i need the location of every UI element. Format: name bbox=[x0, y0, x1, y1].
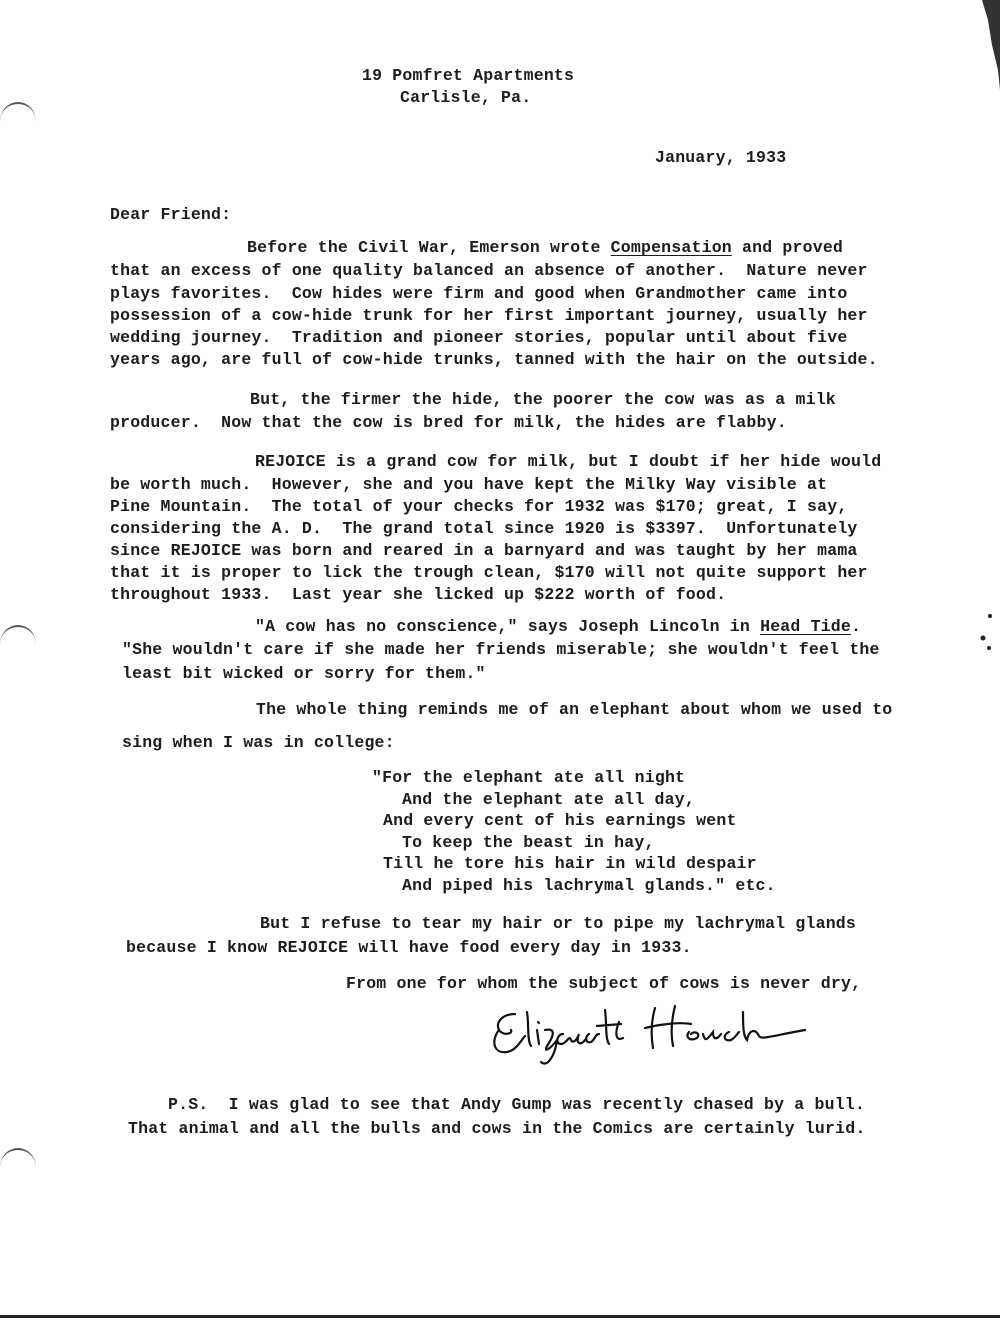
paragraph-4-line-3: least bit wicked or sorry for them." bbox=[122, 664, 486, 683]
salutation: Dear Friend: bbox=[110, 205, 232, 224]
verse-line-1: "For the elephant ate all night bbox=[372, 768, 686, 787]
paragraph-1-line-4: possession of a cow-hide trunk for her first important journey, usually her bbox=[110, 306, 868, 325]
book-title-head-tide: Head Tide bbox=[760, 617, 852, 636]
paragraph-3-line-5: since REJOICE was born and reared in a barnyard and was taught by her mama bbox=[110, 541, 858, 560]
verse-line-3: And every cent of his earnings went bbox=[383, 811, 737, 830]
paragraph-3-line-4: considering the A. D. The grand total since 1920 is $3397. Unfortunately bbox=[110, 519, 858, 538]
verse-line-5: Till he tore his hair in wild despair bbox=[383, 854, 757, 873]
handwritten-signature bbox=[485, 1000, 825, 1070]
verse-line-6: And piped his lachrymal glands." etc. bbox=[402, 876, 776, 895]
punch-hole-mark bbox=[0, 102, 36, 140]
torn-edge-mark bbox=[978, 0, 1000, 100]
closing-paragraph-line-1: But I refuse to tear my hair or to pipe my lachrymal glands bbox=[260, 914, 856, 933]
paragraph-3-line-6: that it is proper to lick the trough clean, $170 will not quite support her bbox=[110, 563, 868, 582]
paragraph-1-line-1: Before the Civil War, Emerson wrote Compensation and proved bbox=[247, 238, 844, 257]
paragraph-3-line-3: Pine Mountain. The total of your checks for 1932 was $170; great, I say, bbox=[110, 497, 848, 516]
paragraph-2-line-1: But, the firmer the hide, the poorer the cow was as a milk bbox=[250, 390, 836, 409]
closing-paragraph-line-2: because I know REJOICE will have food every day in 1933. bbox=[126, 938, 692, 957]
paragraph-5-line-1: The whole thing reminds me of an elephant about whom we used to bbox=[256, 700, 893, 719]
verse-line-2: And the elephant ate all day, bbox=[402, 790, 695, 809]
book-title-compensation: Compensation bbox=[610, 238, 732, 257]
closing-line: From one for whom the subject of cows is never dry, bbox=[346, 974, 862, 993]
paragraph-1-line-5: wedding journey. Tradition and pioneer stories, popular until about five bbox=[110, 328, 848, 347]
paragraph-1-line-3: plays favorites. Cow hides were firm and good when Grandmother came into bbox=[110, 284, 848, 303]
punch-hole-mark bbox=[0, 1148, 36, 1186]
paragraph-3-line-7: throughout 1933. Last year she licked up $222 worth of food. bbox=[110, 585, 727, 604]
postscript-line-2: That animal and all the bulls and cows in the Comics are certainly lurid. bbox=[128, 1119, 866, 1138]
margin-specks bbox=[980, 610, 994, 670]
verse-line-4: To keep the beast in hay, bbox=[402, 833, 655, 852]
paragraph-1-line-6: years ago, are full of cow-hide trunks, tanned with the hair on the outside. bbox=[110, 350, 878, 369]
page-bottom-edge bbox=[0, 1315, 1000, 1318]
paragraph-4-line-1: "A cow has no conscience," says Joseph Lincoln in Head Tide. bbox=[255, 617, 862, 636]
paragraph-2-line-2: producer. Now that the cow is bred for milk, the hides are flabby. bbox=[110, 413, 787, 432]
address-line-2: Carlisle, Pa. bbox=[400, 88, 532, 107]
paragraph-1-line-2: that an excess of one quality balanced an absence of another. Nature never bbox=[110, 261, 868, 280]
letter-date: January, 1933 bbox=[655, 148, 787, 167]
address-line-1: 19 Pomfret Apartments bbox=[362, 66, 575, 85]
paragraph-3-line-2: be worth much. However, she and you have kept the Milky Way visible at bbox=[110, 475, 828, 494]
postscript-line-1: P.S. I was glad to see that Andy Gump was recently chased by a bull. bbox=[168, 1095, 866, 1114]
paragraph-3-line-1: REJOICE is a grand cow for milk, but I doubt if her hide would bbox=[255, 452, 882, 471]
punch-hole-mark bbox=[0, 625, 36, 663]
paragraph-5-line-2: sing when I was in college: bbox=[122, 733, 395, 752]
paragraph-4-line-2: "She wouldn't care if she made her friends miserable; she wouldn't feel the bbox=[122, 640, 880, 659]
